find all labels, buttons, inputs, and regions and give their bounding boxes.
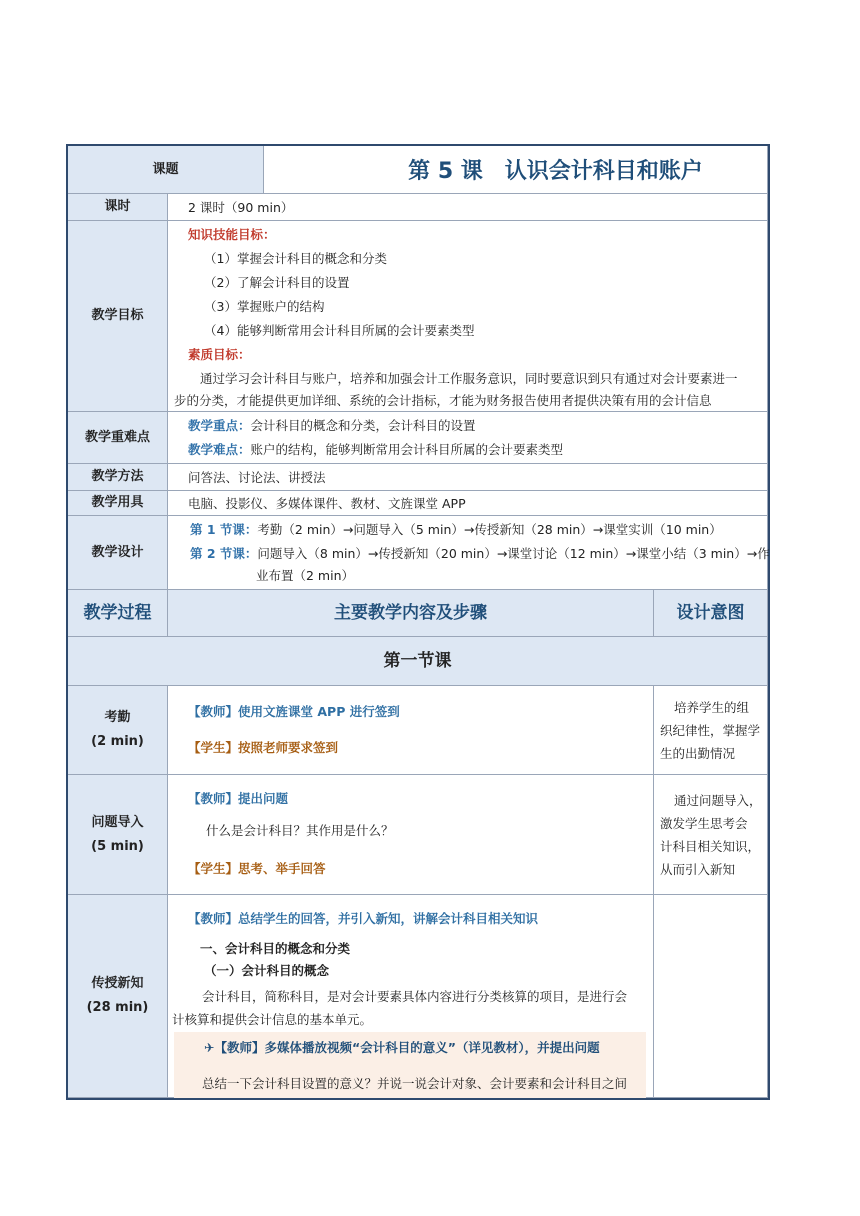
lesson2-text: 问题导入（8 min）→传授新知（20 min）→课堂讨论（12 min）→课堂小结（3 min）→作	[257, 546, 770, 561]
intent-line: 从而引入新知	[660, 862, 736, 877]
hours-label: 课时	[68, 194, 168, 221]
attendance-intent	[654, 686, 768, 775]
methods-label: 教学方法	[68, 464, 168, 491]
intent-line: 培养学生的组	[674, 700, 750, 715]
tools-value: 电脑、投影仪、多媒体课件、教材、文旌课堂 APP	[168, 491, 768, 516]
attendance-teacher: 【教师】使用文旌课堂 APP 进行签到	[188, 704, 400, 719]
tools-label: 教学用具	[68, 491, 168, 516]
attendance-label	[68, 686, 168, 775]
intro-student: 【学生】思考、举手回答	[188, 861, 326, 876]
new-knowledge-name: 传授新知	[91, 976, 144, 991]
attendance-time: (2 min)	[91, 734, 144, 749]
intro-intent	[654, 775, 768, 895]
body-text: 会计科目，简称科目，是对会计要素具体内容进行分类核算的项目，是进行会	[202, 989, 628, 1004]
intent-line: 织纪律性，掌握学	[660, 723, 761, 738]
section-heading: 一、会计科目的概念和分类	[200, 941, 351, 956]
topic-label: 课题	[68, 146, 264, 194]
quality-text: 通过学习会计科目与账户，培养和加强会计工作服务意识，同时要意识到只有通过对会计要素进一	[200, 371, 738, 386]
intro-teacher: 【教师】提出问题	[188, 791, 289, 806]
callout-body: 总结一下会计科目设置的意义？并说一说会计对象、会计要素和会计科目之间	[202, 1076, 628, 1091]
objective-item: （1）掌握会计科目的概念和分类	[204, 251, 387, 266]
process-col-header: 教学过程	[68, 590, 168, 637]
difficulty-text: 账户的结构，能够判断常用会计科目所属的会计要素类型	[250, 442, 564, 457]
page-title: 第 5 课 认识会计科目和账户	[408, 159, 703, 184]
objectives-label: 教学目标	[68, 221, 168, 412]
focus-tag: 教学重点：	[188, 418, 251, 433]
lesson1-text: 考勤（2 min）→问题导入（5 min）→传授新知（28 min）→课堂实训（10 min）	[257, 522, 722, 537]
new-knowledge-label	[68, 895, 168, 1098]
lesson2-line	[190, 542, 770, 566]
new-knowledge-content	[168, 895, 654, 1098]
intent-line: 通过问题导入，	[674, 793, 762, 808]
subsection-heading: （一）会计科目的概念	[204, 963, 330, 978]
focus-line	[188, 414, 476, 438]
objective-item: （4）能够判断常用会计科目所属的会计要素类型	[204, 323, 475, 338]
intent-line: 计科目相关知识，	[660, 839, 761, 854]
new-knowledge-teacher: 【教师】总结学生的回答，并引入新知，讲解会计科目相关知识	[188, 911, 539, 926]
intro-label	[68, 775, 168, 895]
intro-name: 问题导入	[91, 814, 144, 830]
hours-value: 2 课时（90 min）	[168, 194, 768, 221]
video-callout-text: ✈【教师】多媒体播放视频“会计科目的意义”（详见教材），并提出问题	[204, 1040, 600, 1055]
intro-time: (5 min)	[91, 838, 144, 854]
new-knowledge-intent	[654, 895, 768, 1098]
topic-title-cell	[264, 146, 768, 194]
lesson2-continued: 业布置（2 min）	[256, 568, 354, 583]
attendance-content	[168, 686, 654, 775]
lesson1-tag: 第 1 节课：	[190, 522, 258, 537]
intent-line: 生的出勤情况	[660, 746, 736, 761]
attendance-name: 考勤	[104, 710, 131, 725]
key-points-content	[168, 412, 768, 464]
intent-col-header: 设计意图	[654, 590, 768, 637]
content-col-header: 主要教学内容及步骤	[168, 590, 654, 637]
quality-text: 步的分类，才能提供更加详细、系统的会计指标，才能为财务报告使用者提供决策有用的会计信息	[174, 393, 712, 408]
difficulty-line	[188, 438, 563, 462]
design-content	[168, 516, 768, 590]
new-knowledge-time: (28 min)	[86, 1000, 149, 1015]
intent-line: 激发学生思考会	[660, 816, 748, 831]
objective-item: （2）了解会计科目的设置	[204, 275, 350, 290]
objective-item: （3）掌握账户的结构	[204, 299, 325, 314]
body-text: 计核算和提供会计信息的基本单元。	[172, 1012, 373, 1027]
focus-text: 会计科目的概念和分类，会计科目的设置	[250, 418, 476, 433]
design-label: 教学设计	[68, 516, 168, 590]
lesson1-line	[190, 518, 722, 542]
intro-question: 什么是会计科目？其作用是什么？	[206, 823, 394, 838]
key-points-label: 教学重难点	[68, 412, 168, 464]
intro-content	[168, 775, 654, 895]
objectives-content	[168, 221, 768, 412]
difficulty-tag: 教学难点：	[188, 442, 251, 457]
methods-value: 问答法、讨论法、讲授法	[168, 464, 768, 491]
quality-heading: 素质目标：	[188, 347, 251, 362]
lesson2-tag: 第 2 节课：	[190, 546, 258, 561]
section-title: 第一节课	[68, 637, 768, 686]
video-callout	[174, 1032, 646, 1098]
knowledge-heading: 知识技能目标：	[188, 227, 276, 242]
attendance-student: 【学生】按照老师要求签到	[188, 740, 339, 755]
